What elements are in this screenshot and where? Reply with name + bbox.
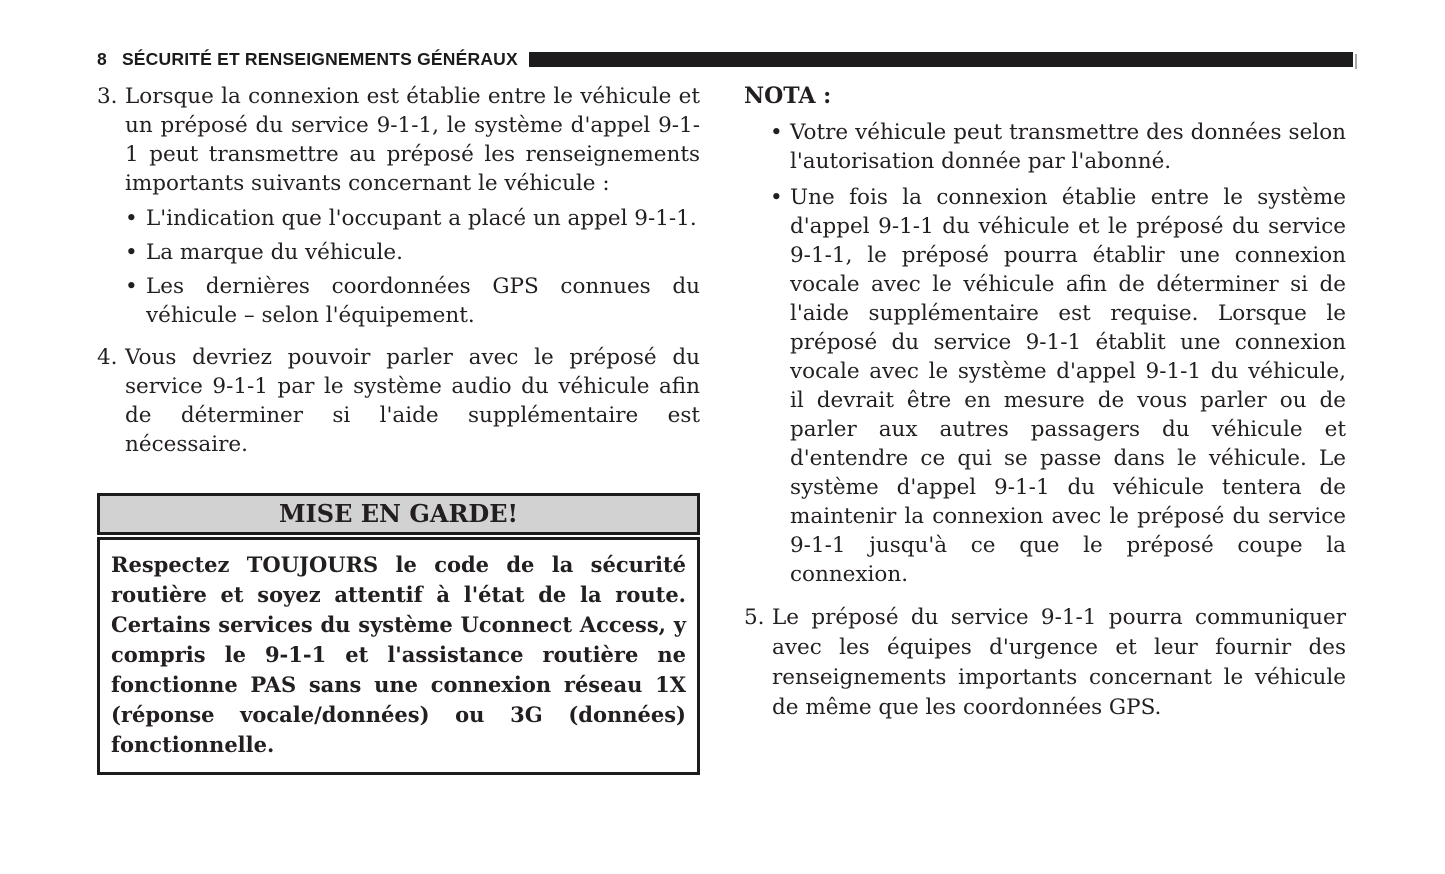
list-item: [770, 118, 1346, 176]
bullet-text: Les dernières coordonnées GPS connues du véhicule – selon l'équipement.: [146, 274, 700, 328]
bullet-text: Une fois la connexion établie entre le système d'appel 9-1-1 du véhicule et le préposé du service 9-1-1, le préposé pourra établir une connexion vocale avec le véhicule afin de déterminer si de l'aide supplémentaire est requise. Lorsque le préposé du service 9-1-1 établit une connexion vocale avec le système d'appel 9-1-1 du véhicule, il devrait être en mesure de vous parler ou de parler aux autres passagers du véhicule et d'entendre ce qui se passe dans le véhicule. Le système d'appel 9-1-1 du véhicule tentera de maintenir la connexion avec le préposé du service 9-1-1 jusqu'à ce que le préposé coupe la connexion.: [790, 185, 1346, 587]
list-item: [770, 183, 1346, 589]
bullet-icon: •: [125, 206, 138, 231]
bullet-icon: •: [770, 185, 783, 210]
bullet-list-right: [744, 118, 1346, 589]
list-item: [125, 238, 700, 267]
chapter-title: SÉCURITÉ ET RENSEIGNEMENTS GÉNÉRAUX: [121, 48, 518, 69]
bullet-list-left: [125, 204, 700, 330]
caution-box: [97, 493, 700, 775]
page-number: 8: [97, 48, 107, 69]
item-number: 4.: [97, 345, 118, 370]
header-rule-bar: [529, 52, 1353, 67]
caution-body-text: Respectez TOUJOURS le code de la sécurité routière et soyez attentif à l'état de la route. Certains services du système Uconnect Access, y compris le 9-1-1 et l'assistance routière ne fonctionne PAS sans une connexion réseau 1X (réponse vocale/données) ou 3G (données) fonctionnelle.: [97, 537, 700, 775]
caution-title: MISE EN GARDE!: [97, 493, 700, 535]
bullet-text: La marque du véhicule.: [146, 240, 403, 265]
numbered-item-3: [97, 82, 700, 198]
bullet-text: L'indication que l'occupant a placé un appel 9-1-1.: [146, 206, 697, 231]
bullet-icon: •: [125, 240, 138, 265]
item-number: 5.: [744, 605, 765, 630]
bullet-icon: •: [770, 120, 783, 145]
item-text: Le préposé du service 9-1-1 pourra communiquer avec les équipes d'urgence et leur fournir des renseignements importants concernant le véhicule de même que les coordonnées GPS.: [772, 605, 1346, 720]
numbered-item-5: [744, 603, 1346, 723]
item-text: Lorsque la connexion est établie entre le véhicule et un préposé du service 9-1-1, le système d'appel 9-1-1 peut transmettre au préposé les renseignements importants suivants concernant le véhicule :: [125, 84, 700, 196]
item-number: 3.: [97, 84, 118, 109]
list-item: [125, 272, 700, 330]
bullet-text: Votre véhicule peut transmettre des données selon l'autorisation donnée par l'abonné.: [790, 120, 1346, 174]
list-item: [125, 204, 700, 233]
page-header: [97, 48, 1353, 70]
nota-heading: NOTA :: [744, 83, 832, 109]
bullet-icon: •: [125, 274, 138, 299]
item-text: Vous devriez pouvoir parler avec le préposé du service 9-1-1 par le système audio du véhicule afin de déterminer si l'aide supplémentaire est nécessaire.: [125, 345, 700, 457]
numbered-item-4: [97, 343, 700, 459]
right-column: [744, 82, 1346, 723]
left-column: [97, 82, 700, 775]
